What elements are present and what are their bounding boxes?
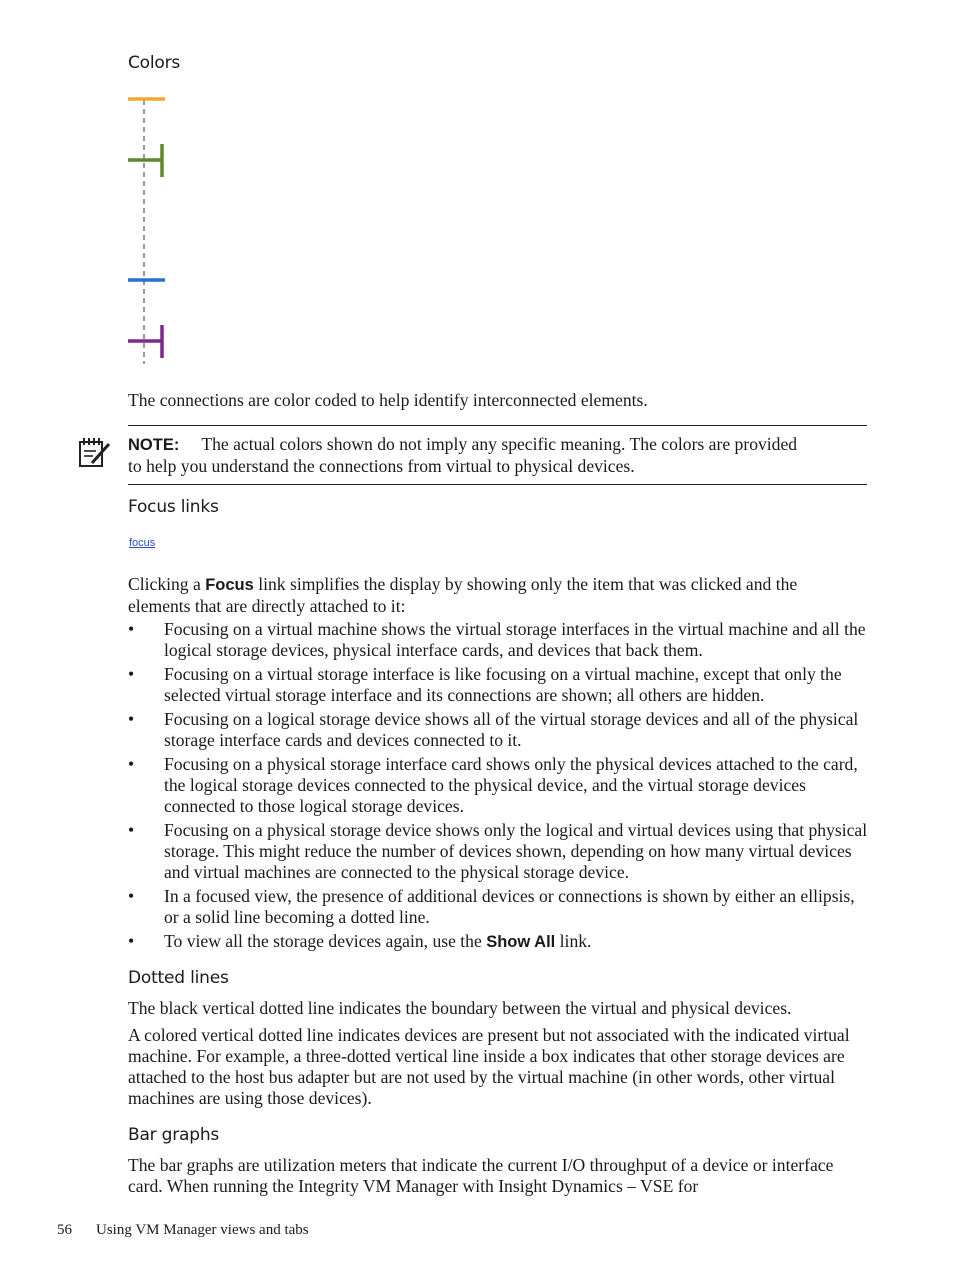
bullet-text: Focusing on a physical storage interface card shows only the physical devices attached to the card, the logical storage devices connected to the physical device, and the virtual storage devices connected to those logical storage devices. — [164, 754, 858, 816]
bullet-symbol: • — [128, 931, 135, 951]
list-item — [128, 619, 868, 661]
focus-bullet-list — [128, 619, 868, 956]
show-all-keyword: Show All — [486, 933, 556, 951]
note-line-2: to help you understand the connections from virtual to physical devices. — [128, 456, 635, 476]
bar-paragraph: The bar graphs are utilization meters that indicate the current I/O throughput of a device or interface card. When running the Integrity VM Manager with Insight Dynamics – VSE for — [128, 1155, 834, 1196]
bullet-symbol: • — [128, 820, 135, 840]
bullet-text: Focusing on a virtual machine shows the virtual storage interfaces in the virtual machine and all the logical storage devices, physical interface cards, and devices that back them. — [164, 619, 866, 660]
bullet-symbol: • — [128, 664, 135, 684]
note-icon — [78, 436, 112, 468]
bullet-symbol: • — [128, 619, 135, 639]
note-label: NOTE: — [128, 436, 180, 454]
color-legend-illustration — [120, 90, 180, 370]
list-item — [128, 931, 868, 953]
bullet-symbol: • — [128, 709, 135, 729]
bar-graphs-heading: Bar graphs — [128, 1125, 220, 1145]
list-item — [128, 709, 868, 751]
dotted-paragraph-1: The black vertical dotted line indicates the boundary between the virtual and physical devices. — [128, 998, 792, 1018]
note-line-1: The actual colors shown do not imply any specific meaning. The colors are provided — [201, 434, 798, 454]
bullet-text: Focusing on a physical storage device shows only the logical and virtual devices using that physical storage. This might reduce the number of devices shown, depending on how many virtual devices and virtual machines are connected to the physical storage device. — [164, 820, 868, 882]
colors-heading: Colors — [128, 53, 181, 73]
focus-intro-line2: elements that are directly attached to it: — [128, 596, 406, 616]
page-number: 56 — [57, 1222, 72, 1238]
footer-title: Using VM Manager views and tabs — [96, 1222, 309, 1238]
bullet-text: Focusing on a virtual storage interface is like focusing on a virtual machine, except that only the selected virtual storage interface and its connections are shown; all others are hidden. — [164, 664, 842, 705]
focus-intro-pre: Clicking a — [128, 574, 201, 594]
bullet-text-end: link. — [559, 931, 592, 951]
bullet-symbol: • — [128, 886, 135, 906]
bullet-symbol: • — [128, 754, 135, 774]
bullet-text: In a focused view, the presence of additional devices or connections is shown by either an ellipsis, or a solid line becoming a dotted line. — [164, 886, 855, 927]
bullet-text: Focusing on a logical storage device shows all of the virtual storage devices and all of the physical storage interface cards and devices connected to it. — [164, 709, 859, 750]
focus-intro — [128, 574, 873, 617]
focus-intro-post: link simplifies the display by showing only the item that was clicked and the — [258, 574, 798, 594]
list-item — [128, 820, 868, 883]
focus-links-heading: Focus links — [128, 497, 219, 517]
dotted-lines-heading: Dotted lines — [128, 968, 229, 988]
list-item — [128, 754, 868, 817]
list-item — [128, 664, 868, 706]
list-item — [128, 886, 868, 928]
colors-description: The connections are color coded to help identify interconnected elements. — [128, 390, 648, 410]
focus-keyword: Focus — [205, 576, 254, 594]
note-box — [128, 425, 867, 485]
focus-link[interactable]: focus — [129, 537, 156, 549]
dotted-paragraph-2: A colored vertical dotted line indicates devices are present but not associated with the indicated virtual machine. For example, a three-dotted vertical line inside a box indicates that other storage devices are attached to the host bus adapter but are not used by the virtual machine (in other words, other virtual machines are using those devices). — [128, 1025, 850, 1108]
bullet-text: To view all the storage devices again, use the — [164, 931, 482, 951]
